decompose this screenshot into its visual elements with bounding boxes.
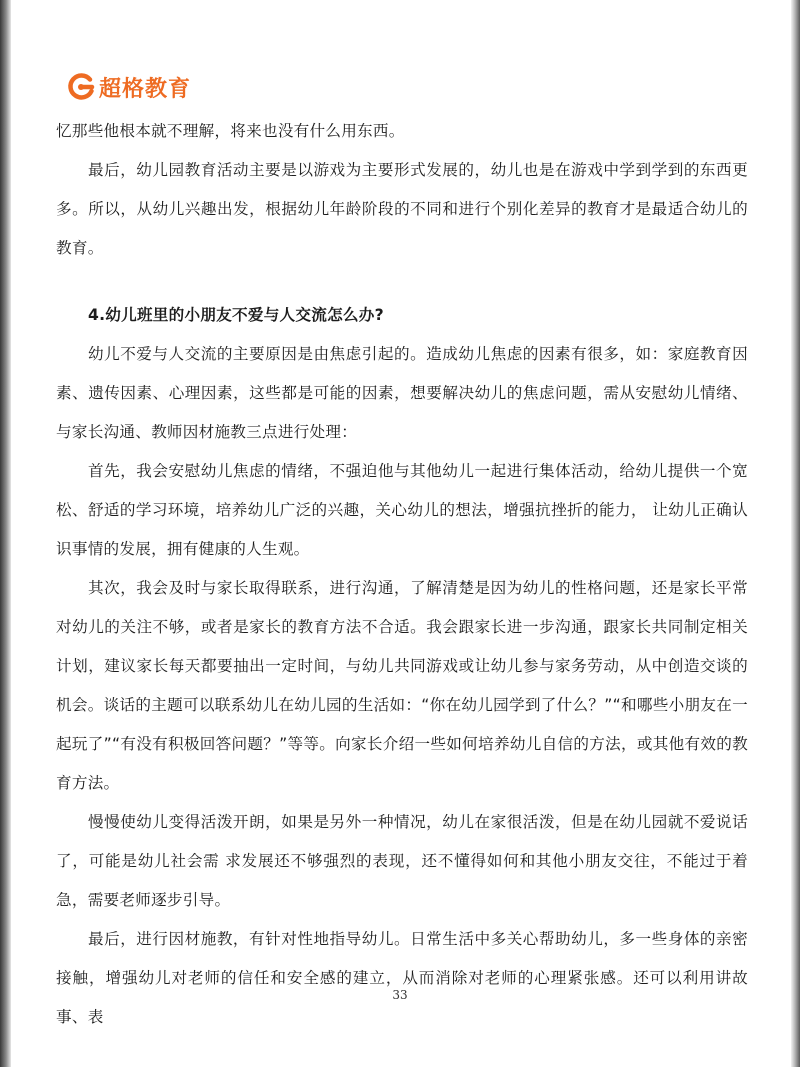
- brand-name: 超格教育: [99, 76, 192, 102]
- page-number: 33: [392, 988, 408, 1002]
- paragraph-third: 慢慢使幼儿变得活泼开朗，如果是另外一种情况，幼儿在家很活泼，但是在幼儿园就不爱说话了，可能是幼儿社会需 求发展还不够强烈的表现，还不懂得如何和其他小朋友交往，不能过于着急，需要老师逐步引导。: [56, 813, 748, 909]
- paragraph-first: 首先，我会安慰幼儿焦虑的情绪，不强迫他与其他幼儿一起进行集体活动，给幼儿提供一个宽松、舒适的学习环境，培养幼儿广泛的兴趣，关心幼儿的想法，增强抗挫折的能力， 让幼儿正确认识事情的发展，拥有健康的人生观。: [56, 462, 748, 558]
- paragraph-second: 其次，我会及时与家长取得联系，进行沟通，了解清楚是因为幼儿的性格问题，还是家长平常对幼儿的关注不够，或者是家长的教育方法不合适。我会跟家长进一步沟通，跟家长共同制定相关计划，建议家长每天都要抽出一定时间，与幼儿共同游戏或让幼儿参与家务劳动，从中创造交谈的机会。谈话的主题可以联系幼儿在幼儿园的生活如：“你在幼儿园学到了什么？”“和哪些小朋友在一起玩了”“有没有积极回答问题？”等等。向家长介绍一些如何培养幼儿自信的方法，或其他有效的教育方法。: [56, 579, 748, 792]
- paragraph-last: 最后，进行因材施教，有针对性地指导幼儿。日常生活中多关心帮助幼儿，多一些身体的亲密接触，增强幼儿对老师的信任和安全感的建立，从而消除对老师的心理紧张感。还可以利用讲故事、表: [56, 930, 748, 1026]
- chaoge-logo-icon: [66, 72, 96, 102]
- page-right-shadow: [791, 0, 800, 1067]
- paragraph-intro: 幼儿不爱与人交流的主要原因是由焦虑引起的。造成幼儿焦虑的因素有很多，如：家庭教育因素、遗传因素、心理因素，这些都是可能的因素，想要解决幼儿的焦虑问题，需从安慰幼儿情绪、与家长沟通、教师因材施教三点进行处理：: [56, 345, 748, 441]
- question-heading: 4.幼儿班里的小朋友不爱与人交流怎么办?: [88, 306, 384, 324]
- brand-logo: [66, 70, 191, 104]
- page-left-shadow: [0, 0, 11, 1067]
- document-body: [56, 112, 748, 1037]
- paragraph-continuation: 忆那些他根本就不理解，将来也没有什么用东西。: [56, 122, 405, 140]
- paragraph-conclusion: 最后，幼儿园教育活动主要是以游戏为主要形式发展的，幼儿也是在游戏中学到学到的东西更多。所以，从幼儿兴趣出发，根据幼儿年龄阶段的不同和进行个别化差异的教育才是最适合幼儿的教育。: [56, 161, 748, 257]
